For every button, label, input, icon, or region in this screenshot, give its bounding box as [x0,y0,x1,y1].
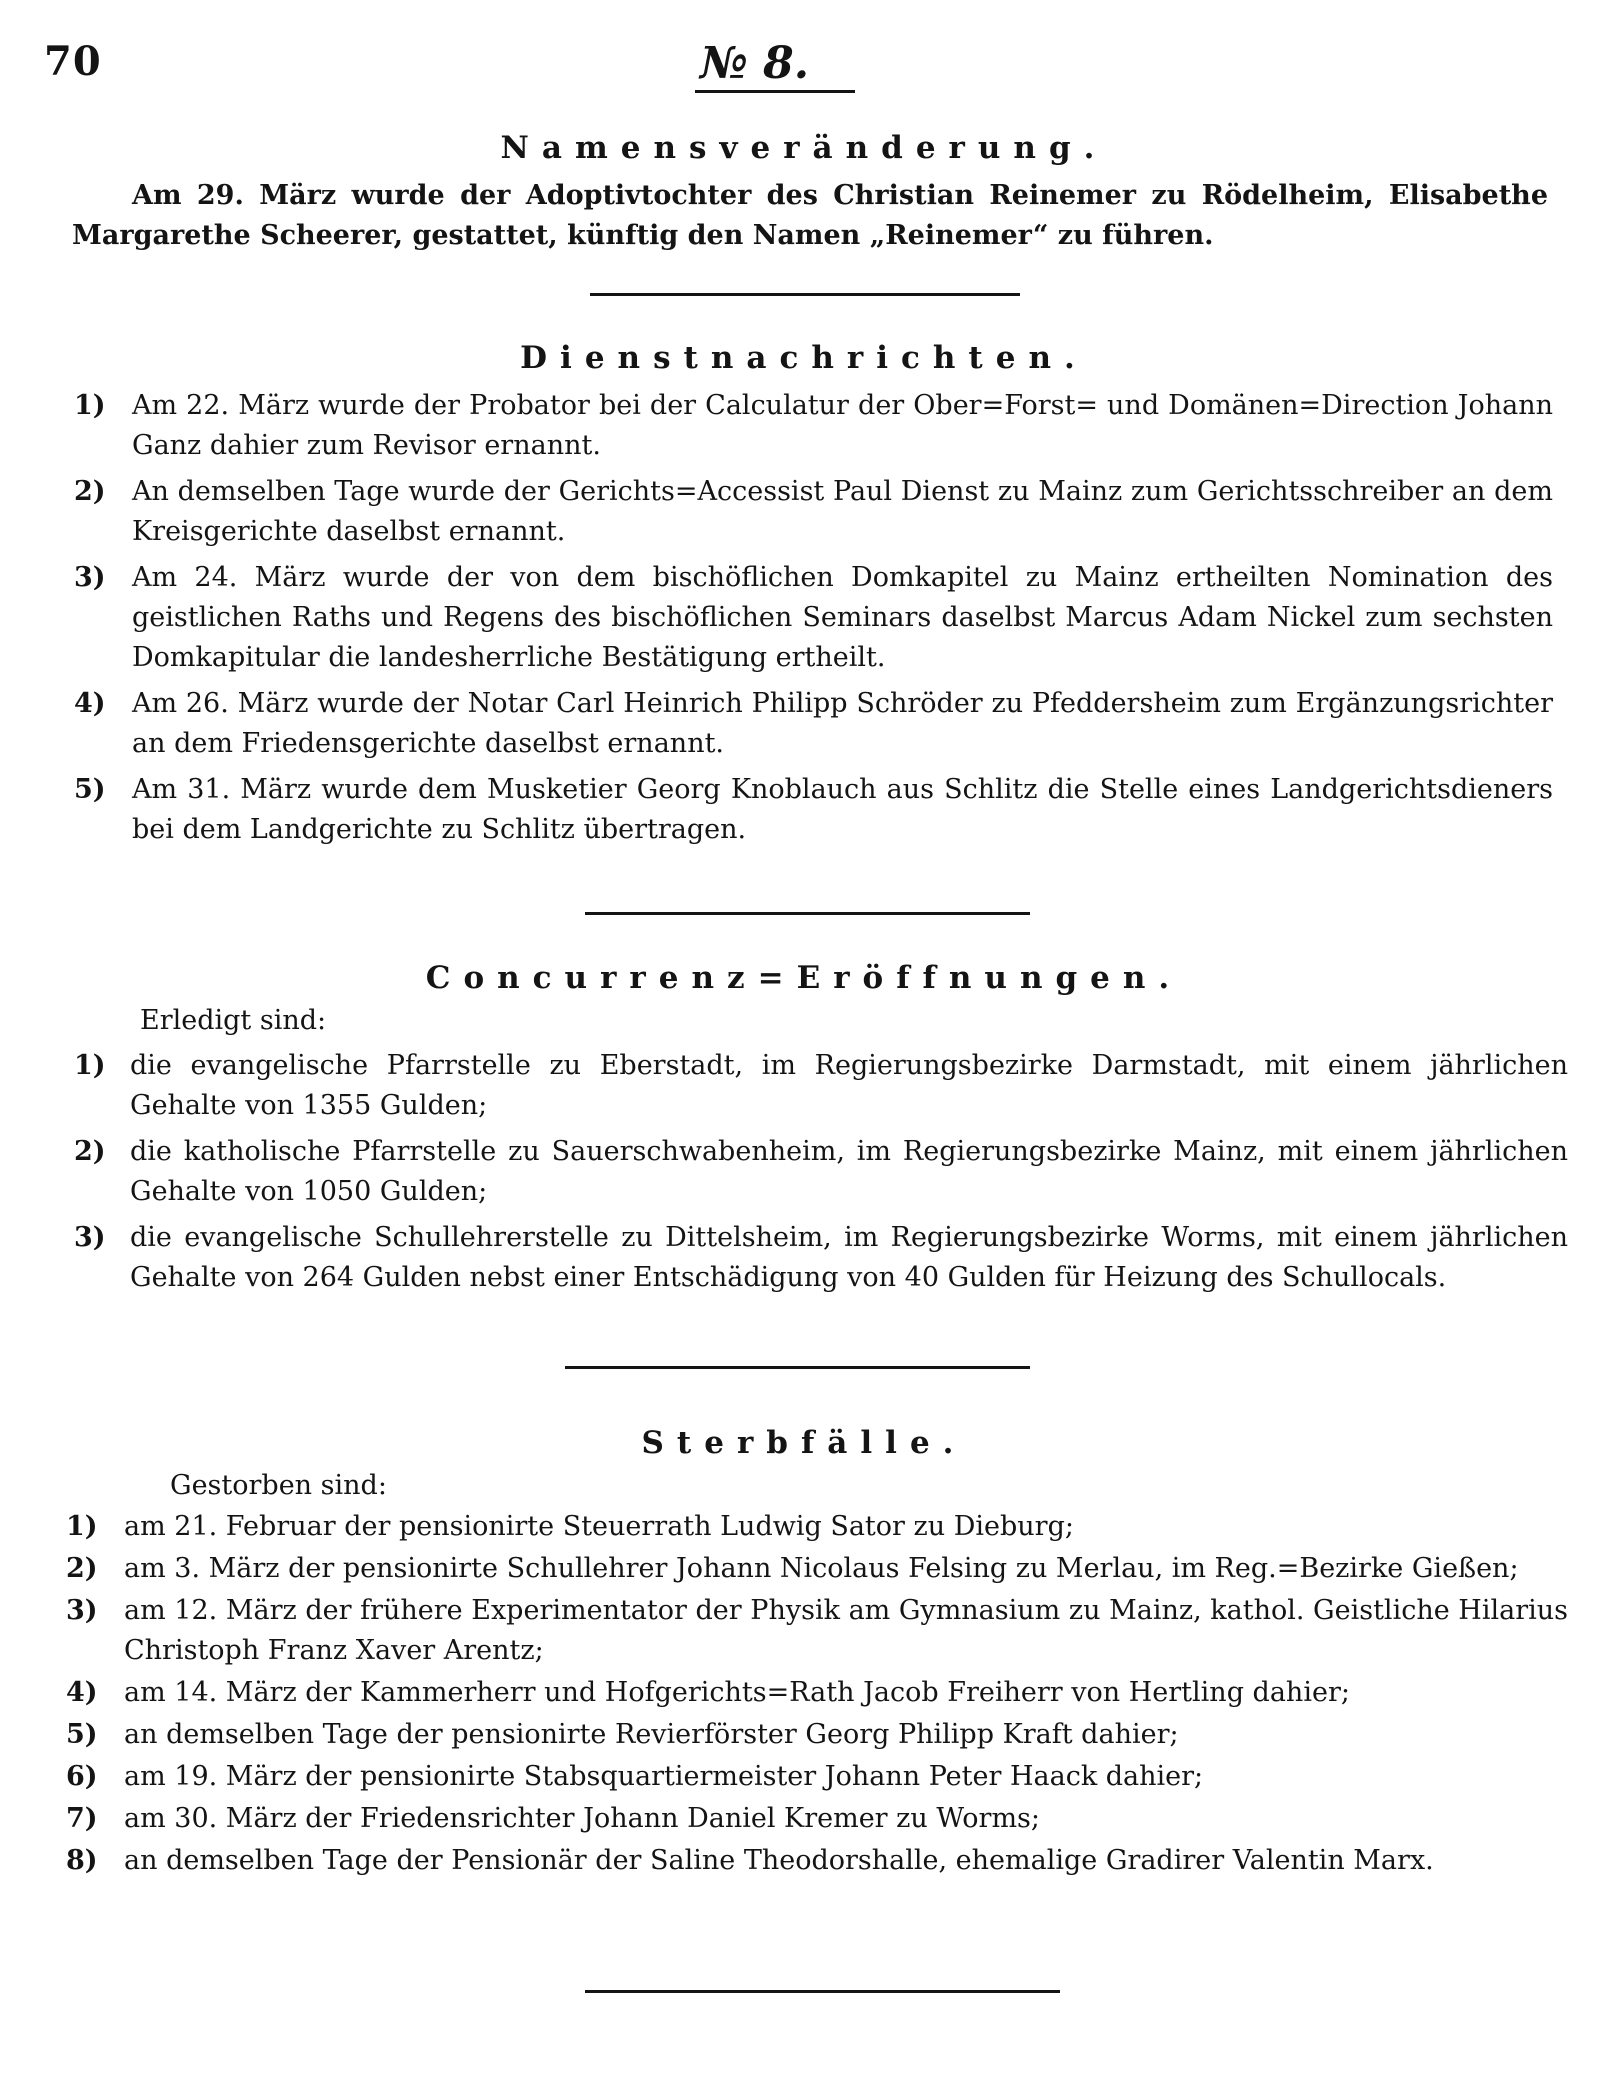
item-number: 2) [66,1553,98,1584]
item-number: 1) [66,1511,98,1542]
item-text: am 19. März der pensionirte Stabsquartiermeister Johann Peter Haack dahier; [124,1761,1204,1792]
list-item [0,1591,1608,1671]
item-text: die evangelische Schullehrerstelle zu Dittelsheim, im Regierungsbezirke Worms, mit einem jährlichen Gehalte von 264 Gulden nebst einer Entschädigung von 40 Gulden für Heizung des Schullocals. [130,1222,1568,1293]
item-list [0,1046,1608,1298]
item-text: am 21. Februar der pensionirte Steuerrath Ludwig Sator zu Dieburg; [124,1511,1074,1542]
item-list [0,386,1608,850]
item-text: an demselben Tage der Pensionär der Saline Theodorshalle, ehemalige Gradirer Valentin Marx. [124,1845,1434,1876]
section-sterbfaelle [0,1425,1608,1883]
item-number: 1) [74,1050,106,1081]
section-dienstnachrichten [0,340,1608,856]
item-number: 2) [74,476,106,507]
list-item [0,1507,1608,1547]
list-item [0,1841,1608,1881]
section-title: Concurrenz=Eröffnungen. [425,960,1183,996]
section-concurrenz [0,960,1608,1304]
item-text: Am 24. März wurde der von dem bischöflichen Domkapitel zu Mainz ertheilten Nomination des geistlichen Raths und Regens des bischöflichen Seminars daselbst Marcus Adam Nickel zum sechsten Domkapitular die landesherrliche Bestätigung ertheilt. [132,562,1553,673]
section-paragraph: Am 29. März wurde der Adoptivtochter des Christian Reinemer zu Rödelheim, Elisabethe Margarethe Scheerer, gestattet, künftig den Namen „Reinemer“ zu führen. [72,180,1548,251]
item-number: 6) [66,1761,98,1792]
item-text: Am 26. März wurde der Notar Carl Heinrich Philipp Schröder zu Pfeddersheim zum Ergänzungsrichter an dem Friedensgerichte daselbst ernannt. [132,688,1553,759]
list-item [0,1715,1608,1755]
list-item [0,386,1608,466]
item-text: an demselben Tage der pensionirte Revierförster Georg Philipp Kraft dahier; [124,1719,1179,1750]
issue-underline [695,90,855,93]
item-number: 5) [66,1719,98,1750]
section-title: Dienstnachrichten. [520,340,1088,376]
item-text: die evangelische Pfarrstelle zu Eberstadt, im Regierungsbezirke Darmstadt, mit einem jährlichen Gehalte von 1355 Gulden; [130,1050,1568,1121]
item-number: 2) [74,1136,106,1167]
item-text: am 30. März der Friedensrichter Johann Daniel Kremer zu Worms; [124,1803,1040,1834]
list-item [0,1218,1608,1298]
item-text: An demselben Tage wurde der Gerichts=Accessist Paul Dienst zu Mainz zum Gerichtsschreiber an dem Kreisgerichte daselbst ernannt. [132,476,1553,547]
section-label: Erledigt sind: [140,1005,327,1036]
list-item [0,1046,1608,1126]
item-list [0,1507,1608,1881]
issue-number: № 8. [700,38,810,89]
list-item [0,684,1608,764]
item-number: 3) [74,1222,106,1253]
item-text: Am 31. März wurde dem Musketier Georg Knoblauch aus Schlitz die Stelle eines Landgerichtsdieners bei dem Landgerichte zu Schlitz übertragen. [132,774,1553,845]
item-number: 7) [66,1803,98,1834]
item-number: 1) [74,390,106,421]
item-text: am 3. März der pensionirte Schullehrer Johann Nicolaus Felsing zu Merlau, im Reg.=Bezirke Gießen; [124,1553,1519,1584]
section-label: Gestorben sind: [170,1470,387,1501]
list-item [0,770,1608,850]
item-text: am 14. März der Kammerherr und Hofgerichts=Rath Jacob Freiherr von Hertling dahier; [124,1677,1350,1708]
list-item [0,1799,1608,1839]
section-divider [585,912,1030,915]
list-item [0,1132,1608,1212]
item-number: 5) [74,774,106,805]
list-item [0,1673,1608,1713]
item-number: 3) [74,562,106,593]
section-divider [585,1990,1060,1993]
item-text: am 12. März der frühere Experimentator der Physik am Gymnasium zu Mainz, kathol. Geistliche Hilarius Christoph Franz Xaver Arentz; [124,1595,1568,1666]
section-title: Sterbfälle. [641,1425,967,1461]
list-item [0,472,1608,552]
section-title: Namensveränderung. [500,130,1108,166]
list-item [0,558,1608,678]
item-number: 3) [66,1595,98,1626]
section-divider [565,1366,1030,1369]
item-number: 4) [74,688,106,719]
list-item [0,1757,1608,1797]
section-divider [590,293,1020,296]
item-text: Am 22. März wurde der Probator bei der Calculatur der Ober=Forst= und Domänen=Direction Johann Ganz dahier zum Revisor ernannt. [132,390,1553,461]
list-item [0,1549,1608,1589]
item-number: 8) [66,1845,98,1876]
item-number: 4) [66,1677,98,1708]
item-text: die katholische Pfarrstelle zu Sauerschwabenheim, im Regierungsbezirke Mainz, mit einem jährlichen Gehalte von 1050 Gulden; [130,1136,1568,1207]
page-number: 70 [44,38,102,85]
section-namensveraenderung [0,130,1608,256]
